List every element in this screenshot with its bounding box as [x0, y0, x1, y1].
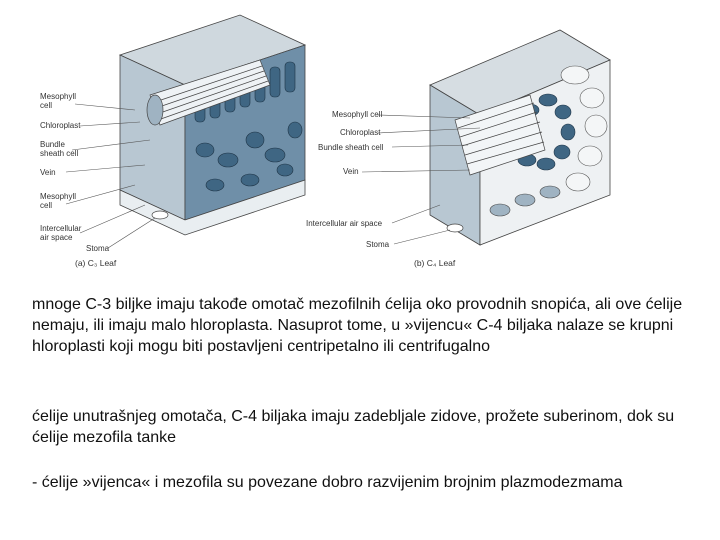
- c3-label-bundle-sheath: Bundle sheath cell: [40, 140, 79, 158]
- c4-leaf-diagram: [430, 30, 610, 245]
- c4-label-air-space: Intercellular air space: [306, 219, 383, 228]
- paragraph-plasmodesmata: - ćelije »vijenca« i mezofila su povezane dobro razvijenim brojnim plazmodezmama: [32, 474, 623, 491]
- c3-label-chloroplast: Chloroplast: [40, 121, 81, 130]
- c3-caption: (a) C₃ Leaf: [75, 258, 117, 268]
- c3-leaf-diagram: [120, 15, 305, 235]
- c4-label-mesophyll: Mesophyll cell: [332, 110, 383, 119]
- c3-label-air-space: Intercellular air space: [40, 224, 82, 242]
- c3-label-vein: Vein: [40, 168, 56, 177]
- paragraph-inner-sheath-walls: ćelije unutrašnjeg omotača, C-4 biljaka imaju zadebljale zidove, prožete suberinom, dok su ćelije mezofila tanke: [32, 408, 675, 446]
- c3-label-stoma: Stoma: [86, 244, 110, 253]
- c3-label-mesophyll-top: Mesophyll cell: [40, 92, 77, 110]
- c4-caption: (b) C₄ Leaf: [414, 258, 456, 268]
- c4-label-stoma: Stoma: [366, 240, 390, 249]
- c4-label-vein: Vein: [343, 167, 359, 176]
- c4-label-chloroplast: Chloroplast: [340, 128, 381, 137]
- paragraph-c3-c4-sheath: mnoge C-3 biljke imaju takođe omotač mezofilnih ćelija oko provodnih snopića, ali ove ćelije nemaju, ili imaju malo hloroplasta. Nasuprot tome, u »vijencu« C-4 biljaka nalaze se krupni hloroplasti koji mogu biti postavljeni centripetalno ili centrifugalno: [32, 296, 683, 355]
- c3-label-mesophyll-bottom: Mesophyll cell: [40, 192, 77, 210]
- c4-label-bundle-sheath: Bundle sheath cell: [318, 143, 384, 152]
